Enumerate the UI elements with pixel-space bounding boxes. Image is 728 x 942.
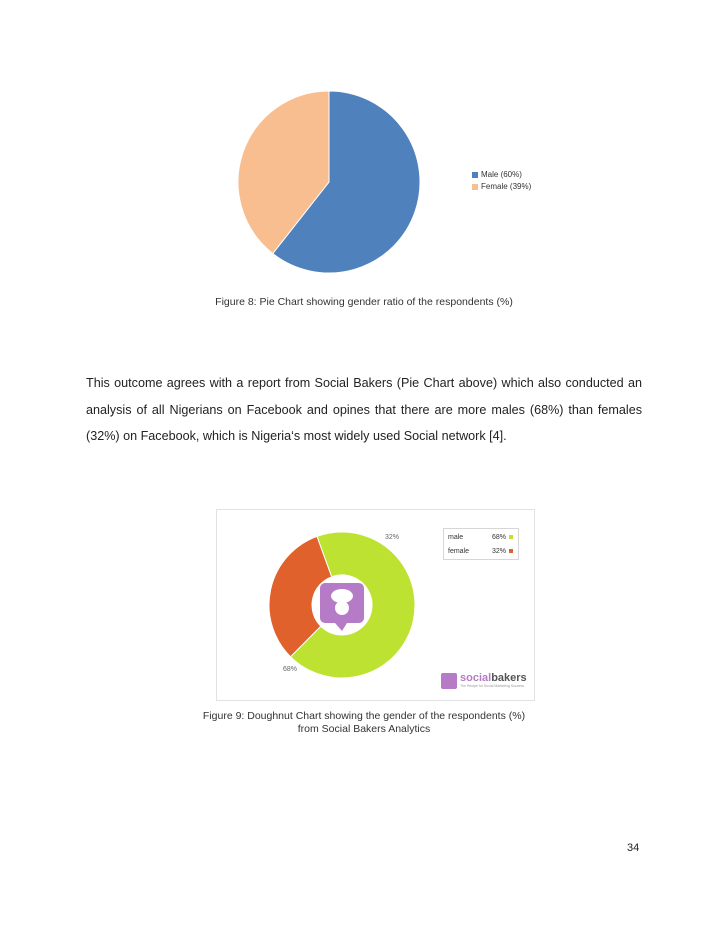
doughnut-legend xyxy=(443,528,519,560)
slice-label-female: 32% xyxy=(385,534,400,541)
chef-hat-icon xyxy=(331,589,353,603)
legend-value-male: 68% xyxy=(491,533,506,541)
chef-face-icon xyxy=(335,601,349,615)
legend-row-female xyxy=(444,545,518,557)
legend-row-male xyxy=(444,531,518,543)
brand-name: socialbakers xyxy=(460,672,527,684)
page-number: 34 xyxy=(627,842,640,854)
slice-label-male: 68% xyxy=(283,666,298,673)
figure-9-caption-line1: Figure 9: Doughnut Chart showing the gender of the respondents (%) xyxy=(202,710,526,722)
legend-value-female: 32% xyxy=(491,547,506,555)
socialbakers-chef-icon xyxy=(441,673,457,689)
legend-marker-male xyxy=(509,535,513,539)
legend-label-female: Female (39%) xyxy=(481,182,532,191)
legend-item-female xyxy=(472,181,531,193)
legend-name-female: female xyxy=(448,547,470,555)
pie-legend xyxy=(472,169,531,193)
legend-name-male: male xyxy=(448,533,464,541)
gender-pie-chart xyxy=(230,84,430,280)
body-paragraph: This outcome agrees with a report from Social Bakers (Pie Chart above) which also conducted an analysis of all Nigerians on Facebook and opines that there are more males (68%) than females (32%) on Facebook, which is Nigeria‘s most widely used Social network [4]. xyxy=(86,376,642,443)
socialbakers-logo xyxy=(441,673,527,689)
figure-9-caption xyxy=(0,710,728,736)
chef-badge-pointer-icon xyxy=(335,623,347,631)
doughnut-figure-frame xyxy=(216,509,535,701)
figure-9-caption-line2: from Social Bakers Analytics xyxy=(297,723,431,735)
legend-label-male: Male (60%) xyxy=(481,170,522,179)
figure-8-caption: Figure 8: Pie Chart showing gender ratio of the respondents (%) xyxy=(215,296,513,308)
brand-tagline: The Recipe for Social Marketing Success xyxy=(460,684,524,688)
legend-swatch-female xyxy=(472,184,478,190)
legend-item-male xyxy=(472,169,531,181)
legend-swatch-male xyxy=(472,172,478,178)
legend-marker-female xyxy=(509,549,513,553)
